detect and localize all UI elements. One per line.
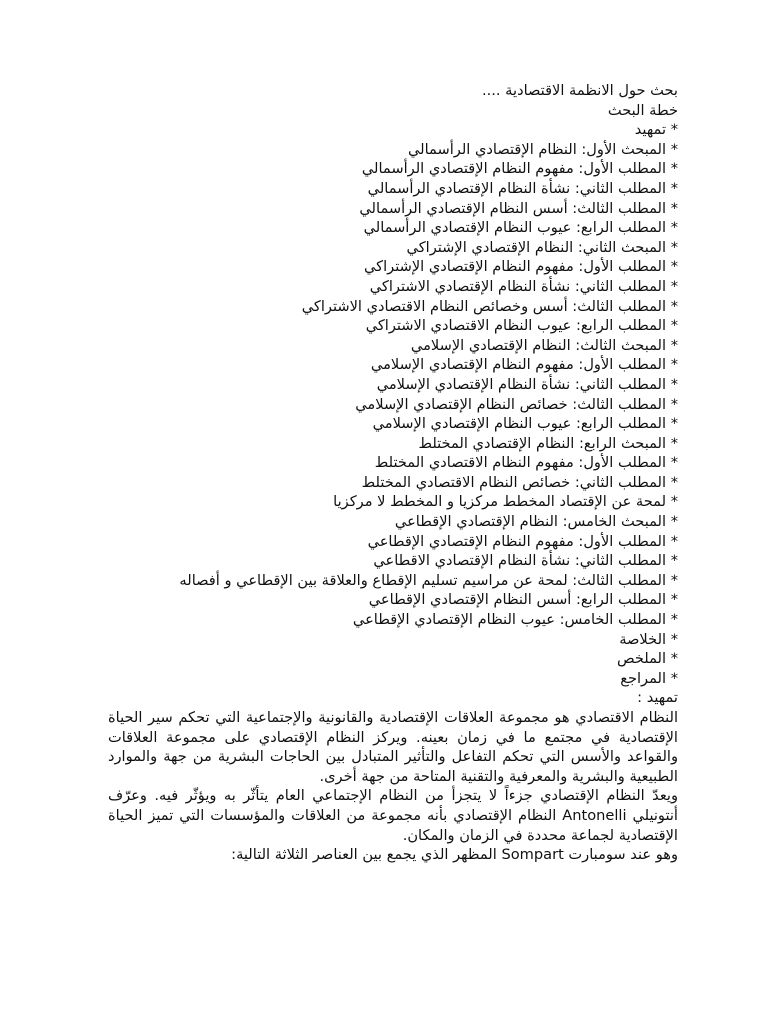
document-title: بحث حول الانظمة الاقتصادية .... [481,82,678,99]
outline-item: * المبحث الرابع: النظام الإقتصادي المختلط [418,434,678,452]
outline-item: * الخلاصة [619,630,678,648]
outline-item: * المطلب الرابع: أسس النظام الإقتصادي الإقطاعي [368,591,678,609]
outline-item: * المطلب الرابع: عيوب النظام الإقتصادي الرأسمالي [363,219,678,237]
outline-item: * المطلب الثالث: لمحة عن مراسيم تسليم الإقطاع والعلاقة بين الإقطاعي و أفصاله [179,571,678,589]
outline-item: * المطلب الثاني: نشأة النظام الإقتصادي الاقطاعي [373,552,678,570]
outline-item: * المطلب الثاني: نشأة النظام الإقتصادي الاشتراكي [369,277,678,295]
outline-item: * المطلب الأول: مفهوم النظام الإقتصادي الإشتراكي [363,258,678,276]
outline-item: * المبحث الثالث: النظام الإقتصادي الإسلامي [410,336,678,354]
outline-item: * المراجع [620,669,678,687]
intro-paragraph: ويعدّ النظام الإقتصادي جزءاً لا يتجزأ من النظام الإجتماعي العام يتأثّر به ويؤثّر فيه. وعرّف أنتونيلي Antonelli النظام الإقتصادي بأنه مجموعة من العلاقات والمؤسسات التي تميز الحياة الإقتصادية لجماعة محددة في الزمان والمكان. [108,787,678,844]
outline-item: * تمهيد [634,121,678,139]
outline-item: * المطلب الرابع: عيوب النظام الإقتصادي الإسلامي [372,415,678,433]
outline-item: * المطلب الأول: مفهوم النظام الإقتصادي الإسلامي [370,356,678,374]
outline-item: * المطلب الثالث: أسس النظام الإقتصادي الرأسمالي [359,199,678,217]
outline-item: * المطلب الأول: مفهوم النظام الاقتصادي المختلط [374,454,678,472]
intro-heading: تمهيد : [637,689,678,707]
outline-item: * المبحث الثاني: النظام الإقتصادي الإشتراكي [406,238,678,256]
outline-list [108,120,678,688]
intro-paragraph: وهو عند سومبارت Sompart المظهر الذي يجمع بين العناصر الثلاثة التالية: [231,846,678,864]
outline-item: * لمحة عن الإقتصاد المخطط مركزيا و المخطط لا مركزيا [333,493,678,511]
outline-item: * المطلب الثاني: نشأة النظام الإقتصادي الرأسمالي [367,179,678,197]
outline-item: * المطلب الخامس: عيوب النظام الإقتصادي الإقطاعي [352,611,678,629]
outline-item: * المطلب الثاني: خصائص النظام الاقتصادي المختلط [361,473,678,491]
outline-item: * المطلب الأول: مفهوم النظام الإقتصادي الرأسمالي [361,160,678,178]
outline-item: * المبحث الأول: النظام الإقتصادي الرأسمالي [408,140,678,158]
outline-item: * المطلب الثالث: أسس وخصائص النظام الاقتصادي الاشتراكي [301,297,678,315]
outline-item: * المطلب الثاني: نشأة النظام الإقتصادي الإسلامي [376,375,678,393]
outline-item: * المطلب الأول: مفهوم النظام الإقتصادي الإقطاعي [367,532,678,550]
outline-item: * المبحث الخامس: النظام الإقتصادي الإقطاعي [394,513,678,531]
outline-item: * الملخص [616,650,678,668]
plan-heading: خطة البحث [607,101,678,119]
outline-item: * المطلب الرابع: عيوب النظام الاقتصادي الاشتراكي [365,317,678,335]
intro-paragraph: النظام الاقتصادي هو مجموعة العلاقات الإقتصادية والقانونية والإجتماعية التي تحكم سير الحياة الإقتصادية في مجتمع ما في زمان بعينه. ويركز النظام الإقتصادي على مجموعة العلاقات والقواعد والأسس التي تحكم التفاعل والتأثير المتبادل بين الحاجات البشرية من جهة والموارد الطبيعية والبشرية والمعرفية والتقنية المتاحة من جهة أخرى. [108,709,678,785]
document-body [108,81,678,865]
outline-item: * المطلب الثالث: خصائص النظام الإقتصادي الإسلامي [355,395,678,413]
